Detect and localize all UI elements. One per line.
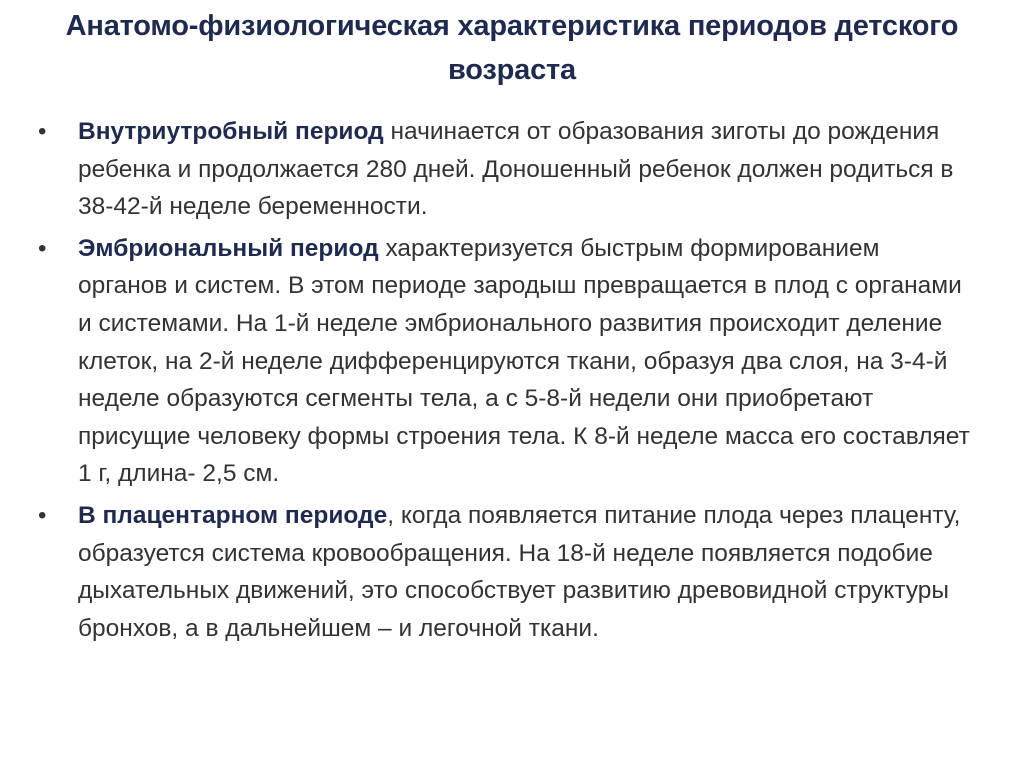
bullet-item-embryonic	[38, 230, 973, 493]
slide-title: Анатомо-физиологическая характеристика периодов детского возраста	[65, 10, 959, 86]
bullet-lead: Внутриутробный период	[78, 118, 384, 145]
bullet-dot-icon: •	[38, 501, 47, 529]
bullet-lead: Эмбриональный период	[78, 234, 379, 262]
bullet-item-placental	[38, 497, 973, 647]
bullet-item-intrauterine	[38, 113, 973, 226]
bullet-text: характеризуется быстрым формированием органов и систем. В этом периоде зародыш превращается в плод с органами и системами. На 1-й неделе эмбрионального развития происходит деление клеток, на 2-й неделе дифференцируются ткани, образуя два слоя, на 3-4-й неделе образуются сегменты тела, а с 5-8-й недели они приобретают присущие человеку формы строения тела. К 8-й неделе масса его составляет 1 г, длина- 2,5 см.	[78, 234, 970, 488]
bullet-dot-icon: •	[38, 234, 47, 262]
bullet-text: , когда появляется питание плода через плаценту, образуется система кровообращения. На 18-й неделе появляется подобие дыхательных движений, это способствует развитию древовидной структуры бронхов, а в дальнейшем – и легочной ткани.	[78, 501, 961, 642]
bullet-dot-icon: •	[38, 118, 47, 145]
bullet-list	[38, 113, 973, 651]
bullet-text: начинается от образования зиготы до рождения ребенка и продолжается 280 дней. Доношенный ребенок должен родиться в 38-42-й неделе беременности.	[78, 118, 954, 221]
bullet-lead: В плацентарном периоде	[78, 501, 388, 529]
